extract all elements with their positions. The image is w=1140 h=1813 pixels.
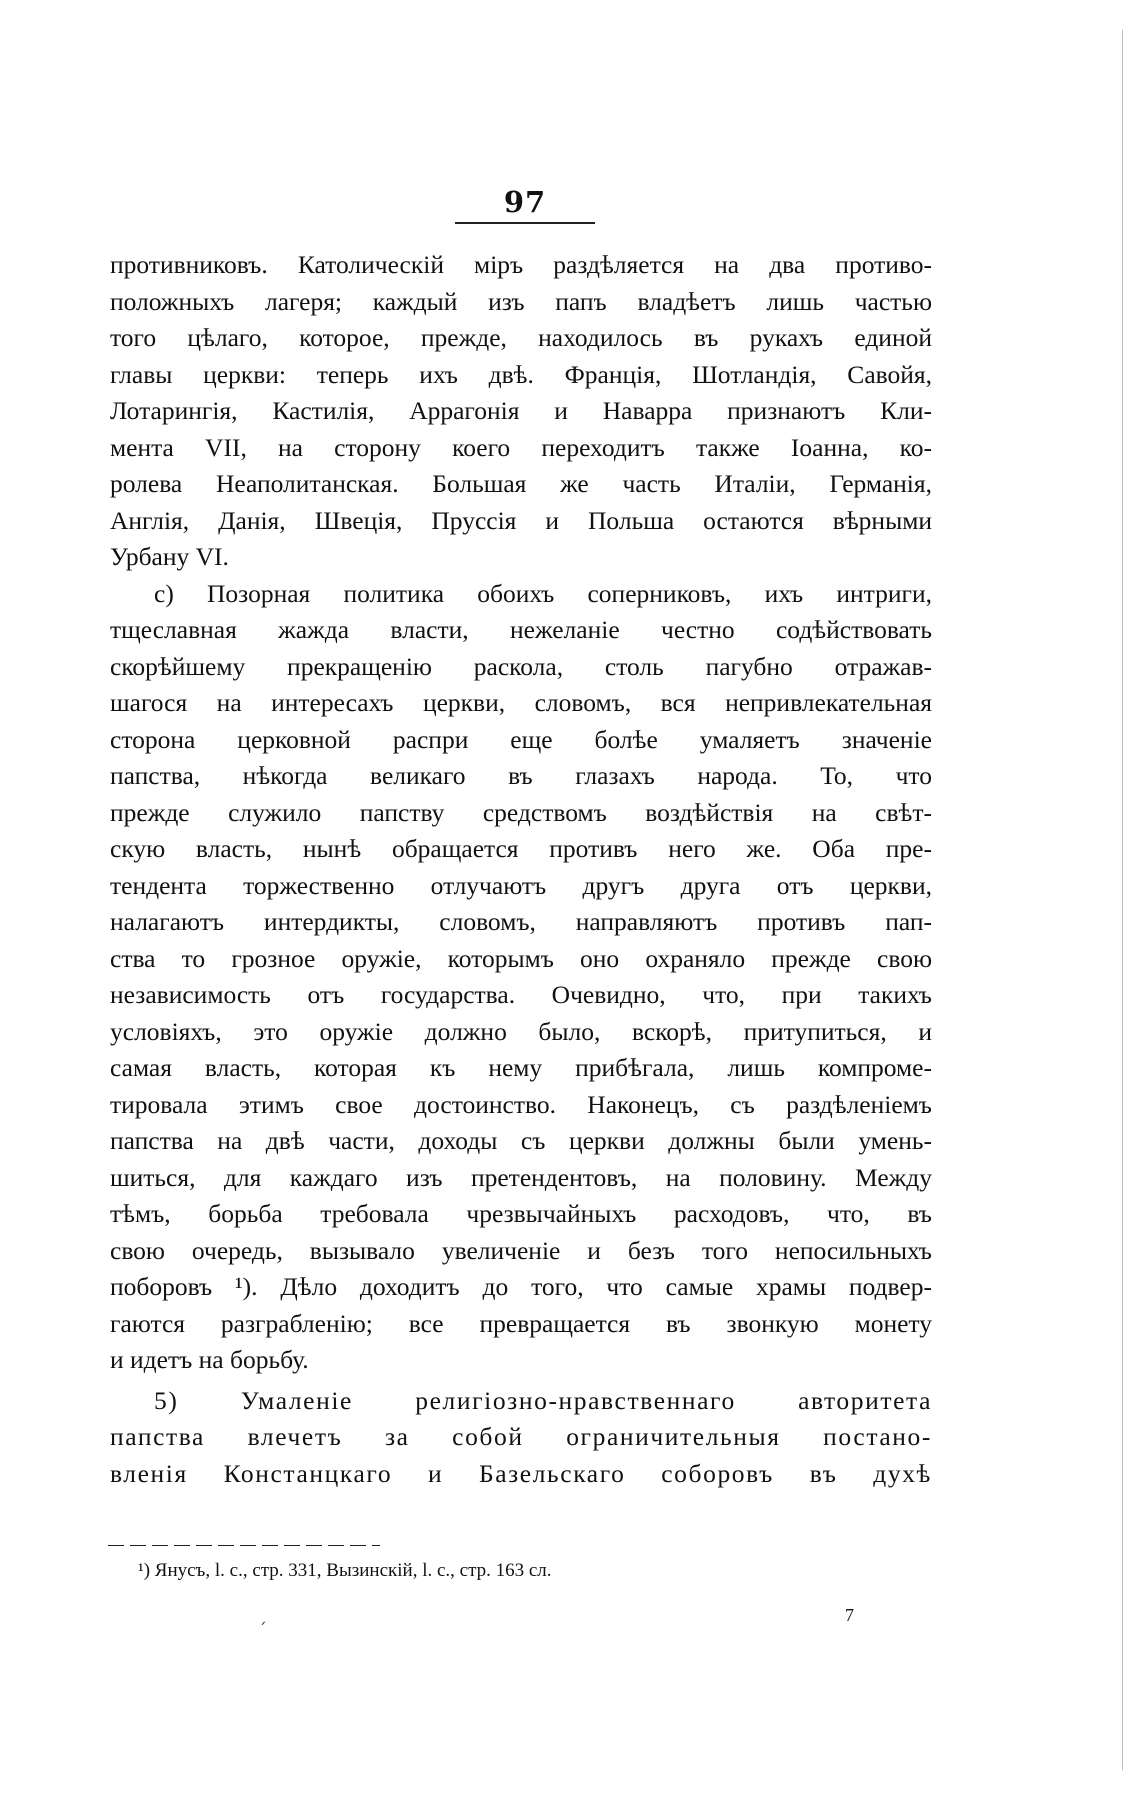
signature-mark: 7 — [845, 1605, 854, 1625]
text-line: папства влечетъ за собой ограничительныя постано- — [110, 1422, 932, 1451]
text-line: гаются разграбленію; все превращается въ звонкую монету — [110, 1308, 932, 1338]
text-line: тендента торжественно отлучаютъ другъ друга отъ церкви, — [110, 870, 932, 900]
text-line: сторона церковной распри еще болѣе умаляетъ значеніе — [110, 724, 932, 754]
text-line: папства, нѣкогда великаго въ глазахъ народа. То, что — [110, 761, 932, 790]
text-line: прежде служило папству средствомъ воздѣйствія на свѣт- — [110, 797, 932, 827]
footnote: ¹) Янусъ, l. c., стр. 331, Вызинскій, l. c., стр. 163 сл. — [138, 1560, 552, 1581]
stray-ink-mark: ˊ — [258, 1620, 267, 1641]
text-line: папства на двѣ части, доходы съ церкви должны были умень- — [110, 1126, 932, 1155]
text-line: c) Позорная политика обоихъ соперниковъ, ихъ интриги, — [154, 578, 932, 608]
text-line: мента VII, на сторону коего переходитъ также Іоанна, ко- — [110, 432, 932, 462]
text-line: поборовъ ¹). Дѣло доходитъ до того, что самые храмы подвер- — [110, 1272, 932, 1301]
text-line: скорѣйшему прекращенію раскола, столь пагубно отражав- — [110, 651, 932, 681]
text-line: противниковъ. Католическій міръ раздѣляется на два противо- — [110, 250, 932, 279]
page-number-rule — [455, 222, 595, 224]
text-line: ролева Неаполитанская. Большая же часть Италіи, Германія, — [110, 469, 932, 498]
text-line: вленія Констанцкаго и Базельскаго соборовъ въ духѣ — [110, 1458, 932, 1488]
body-text — [110, 247, 932, 1492]
page-number: 97 — [503, 185, 547, 219]
footnote-rule — [108, 1545, 380, 1546]
text-line: шиться, для каждаго изъ претендентовъ, на половину. Между — [110, 1162, 932, 1192]
text-line: положныхъ лагеря; каждый изъ папъ владѣетъ лишь частью — [110, 286, 932, 316]
text-line: главы церкви: теперь ихъ двѣ. Франція, Шотландія, Савойя, — [110, 359, 932, 389]
text-line: независимость отъ государства. Очевидно, что, при такихъ — [110, 980, 932, 1009]
text-line: шагося на интересахъ церкви, словомъ, вся непривлекательная — [110, 688, 932, 717]
text-line: тировала этимъ свое достоинство. Наконецъ, съ раздѣленіемъ — [110, 1089, 932, 1119]
text-line: того цѣлаго, которое, прежде, находилось въ рукахъ единой — [110, 323, 932, 352]
text-line: условіяхъ, это оружіе должно было, вскорѣ, притупиться, и — [110, 1016, 932, 1046]
text-line: налагаютъ интердикты, словомъ, направляютъ противъ пап- — [110, 907, 932, 936]
section-5-paragraph — [110, 1383, 932, 1493]
text-line: Англія, Данія, Швеція, Пруссія и Польша остаются вѣрными — [110, 505, 932, 535]
text-line: свою очередь, вызывало увеличеніе и безъ того непосильныхъ — [110, 1235, 932, 1265]
page-edge-line — [1122, 30, 1123, 1770]
text-line: тщеславная жажда власти, нежеланіе честно содѣйствовать — [110, 615, 932, 644]
text-line: 5) Умаленіе религіозно-нравственнаго авторитета — [154, 1385, 932, 1415]
text-line: Лотарингія, Кастилія, Аррагонія и Наварра признаютъ Кли- — [110, 396, 932, 425]
text-line: ства то грозное оружіе, которымъ оно охраняло прежде свою — [110, 943, 932, 973]
text-line: и идетъ на борьбу. — [110, 1345, 309, 1374]
text-line: тѣмъ, борьба требовала чрезвычайныхъ расходовъ, что, въ — [110, 1199, 932, 1228]
text-line: Урбану VI. — [110, 542, 229, 571]
main-paragraphs — [110, 247, 932, 1379]
text-line: скую власть, нынѣ обращается противъ него же. Оба пре- — [110, 834, 932, 863]
text-line: самая власть, которая къ нему прибѣгала, лишь компроме- — [110, 1053, 932, 1082]
